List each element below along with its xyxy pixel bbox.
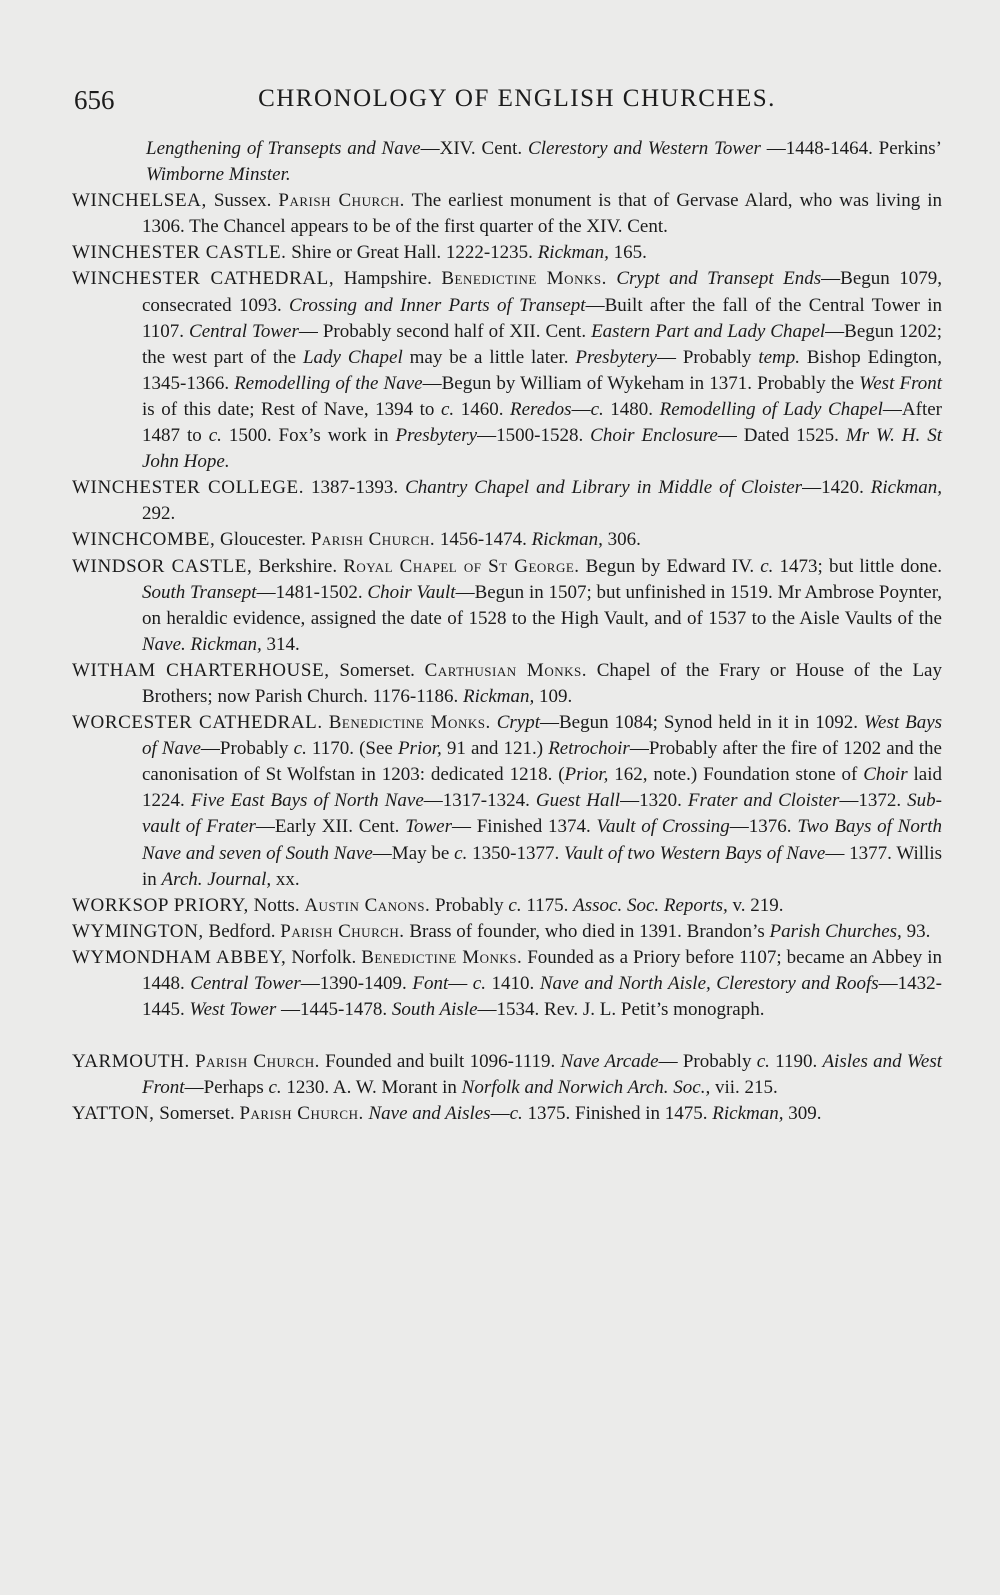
italic-text: Central Tower: [190, 973, 301, 994]
italic-text: c.: [472, 973, 486, 994]
entry-text: —: [490, 1103, 510, 1125]
italic-text: Lady Chapel: [302, 346, 403, 368]
italic-text: Font: [412, 973, 449, 994]
entry-text: —1372.: [839, 790, 908, 812]
entry-text: Gloucester.: [215, 529, 311, 551]
italic-text: Two Bays of North Nave and seven of South Nave: [142, 816, 943, 864]
entry-heading: WINCHESTER CATHEDRAL,: [72, 268, 335, 290]
entry-text: Chapel of the Frary or House of the Lay Brothers; now Parish Church. 1176-1186.: [142, 659, 942, 707]
italic-text: Parish Churches,: [769, 920, 902, 942]
italic-text: c.: [268, 1077, 282, 1099]
entry-heading: YATTON,: [72, 1103, 155, 1125]
italic-text: Remodelling of the Nave: [234, 372, 423, 394]
entry: [72, 1049, 942, 1101]
italic-text: West Bays of Nave: [142, 712, 943, 760]
italic-text: c.: [509, 1103, 523, 1125]
entry-text: 1456-1474.: [435, 529, 532, 551]
italic-text: Tower: [405, 816, 452, 838]
entry: [72, 893, 942, 919]
italic-text: Prior,: [397, 738, 442, 760]
entry-text: is of this date; Rest of Nave, 1394 to: [142, 398, 441, 420]
entry-text: — Probably: [658, 1051, 757, 1073]
entry-text: Sussex.: [206, 190, 279, 212]
italic-text: Clerestory and Western Tower: [528, 138, 761, 159]
entry-text: Shire or Great Hall. 1222-1235.: [286, 242, 538, 264]
italic-text: Retrochoir: [548, 738, 630, 760]
entry-text: —1481-1502.: [256, 581, 368, 603]
entry: [72, 527, 942, 553]
entry-text: Somerset.: [329, 659, 425, 681]
entry-text: Somerset.: [154, 1103, 240, 1125]
entry-text: 1387-1393.: [304, 477, 406, 499]
order-label: Parish Church.: [280, 920, 405, 942]
entry-text: 109.: [534, 685, 573, 707]
entry-text: 1170. (See: [306, 738, 398, 760]
entry-text: —1500-1528.: [477, 425, 591, 447]
entry-text: 1480.: [603, 398, 660, 420]
italic-text: Central Tower: [189, 320, 299, 342]
entry-text: 1460.: [454, 398, 510, 420]
entry-text: 292.: [142, 503, 176, 525]
running-header: [74, 85, 920, 125]
italic-text: Nave and North Aisle, Clerestory and Roofs: [539, 973, 879, 994]
italic-text: Choir Vault: [367, 581, 456, 603]
entry-list: [72, 136, 942, 1127]
italic-text: Mr W. H. St John Hope.: [142, 425, 942, 473]
entry-heading: WYMONDHAM ABBEY,: [72, 946, 287, 968]
entry-text: 1375. Finished in 1475.: [522, 1103, 713, 1125]
order-label: Royal Chapel of St George.: [343, 555, 580, 577]
italic-text: West Front: [859, 372, 943, 394]
entry-text: —1376.: [729, 816, 798, 838]
italic-text: Rickman,: [537, 242, 609, 264]
italic-text: Choir Enclosure: [590, 425, 718, 447]
italic-text: Eastern Part and Lady Chapel: [591, 320, 826, 342]
italic-text: Prior,: [564, 764, 609, 786]
italic-text: c.: [293, 738, 307, 760]
entry-text: 1473; but little done.: [773, 555, 942, 577]
entry-text: —1420.: [802, 477, 871, 499]
entry-text: —Early XII. Cent.: [255, 816, 406, 838]
italic-text: Reredos: [510, 398, 572, 420]
entry-heading: WINCHESTER CASTLE.: [72, 242, 287, 264]
entry-text: 1175.: [521, 894, 574, 916]
order-label: Parish Church.: [278, 190, 405, 212]
entry-text: 93.: [901, 920, 931, 942]
entry-heading: WORCESTER CATHEDRAL.: [72, 712, 323, 734]
order-label: Parish Church.: [310, 529, 436, 551]
entry-text: The earliest monument is that of Gervase Alard, who was living in 1306. The Chancel appears to be of the first quarter of the XIV. Cent.: [142, 190, 942, 238]
entry-text: —1448-1464. Perkins’: [760, 138, 942, 159]
entry: [72, 188, 942, 240]
order-label: Benedictine Monks.: [441, 268, 607, 290]
italic-text: c.: [440, 398, 455, 420]
entry: [72, 710, 942, 893]
italic-text: Assoc. Soc. Reports,: [573, 894, 728, 916]
entry-text: — 1377. Willis in: [142, 842, 943, 890]
italic-text: South Aisle: [391, 999, 478, 1021]
italic-text: Crossing and Inner Parts of Transept: [289, 294, 586, 316]
entry-text: —1432-1445.: [142, 973, 942, 1021]
entry-text: laid 1224.: [142, 764, 942, 812]
entry-text: may be a little later.: [402, 346, 576, 368]
order-label: Carthusian Monks.: [424, 659, 587, 681]
italic-text: Presbytery: [575, 346, 657, 368]
entry-text: 91 and 121.): [441, 738, 549, 760]
entry-text: —Begun 1079, consecrated 1093.: [142, 268, 942, 316]
italic-text: Vault of Crossing: [596, 816, 730, 838]
entry-text: —1390-1409.: [300, 973, 413, 994]
italic-text: c.: [760, 555, 774, 577]
italic-text: Rickman,: [463, 685, 535, 707]
entry: [72, 658, 942, 710]
entry-text: —Built after the fall of the Central Tower in 1107.: [142, 294, 942, 342]
italic-text: Remodelling of Lady Chapel: [659, 398, 883, 420]
italic-text: Nave.: [142, 633, 186, 655]
italic-text: Crypt and Transept Ends: [616, 268, 822, 290]
entry-text: —Perhaps: [184, 1077, 269, 1099]
italic-text: c.: [590, 398, 604, 420]
order-label: Parish Church.: [195, 1051, 320, 1073]
entry-text: 1500. Fox’s work in: [221, 425, 396, 447]
entry-text: —XIV. Cent.: [420, 138, 529, 159]
entry-text: —After 1487 to: [142, 398, 943, 447]
entry-text: —1317-1324.: [423, 790, 536, 812]
entry-text: vii. 215.: [710, 1077, 778, 1099]
entry-text: Founded as a Priory before 1107; became an Abbey in 1448.: [142, 946, 943, 994]
entry-text: — Probably second half of XII. Cent.: [298, 320, 592, 342]
italic-text: c.: [508, 894, 522, 916]
italic-text: South Transept: [142, 581, 257, 603]
entry-heading: WITHAM CHARTERHOUSE,: [72, 659, 330, 681]
entry-text: —: [571, 398, 591, 420]
entry-text: — Probably: [656, 346, 759, 368]
italic-text: Choir: [863, 764, 908, 786]
italic-text: Rickman,: [531, 529, 603, 551]
italic-text: Vault of two Western Bays of Nave: [564, 842, 826, 864]
entry-heading: WINDSOR CASTLE,: [72, 555, 253, 577]
entry-text: — Dated 1525.: [717, 425, 846, 447]
entry: [72, 475, 942, 527]
entry-text: v. 219.: [727, 894, 784, 916]
entry-text: 1230. A. W. Morant in: [281, 1077, 462, 1099]
page-number: 656: [74, 85, 115, 115]
entry-text: —Probably: [200, 738, 294, 760]
entry-text: —1320.: [620, 790, 688, 812]
entry-text: —Begun in 1507; but unfinished in 1519. Mr Ambrose Poynter, on heraldic evidence, assigned the date of 1528 to the High Vault, and of 1537 to the Aisle Vaults of the: [142, 581, 943, 629]
entry-text: — Finished 1374.: [451, 816, 597, 838]
italic-text: Crypt: [496, 712, 540, 734]
italic-text: Nave and Aisles: [368, 1103, 491, 1125]
entry-heading: WORKSOP PRIORY,: [72, 894, 249, 916]
entry-text: —Begun by William of Wykeham in 1371. Probably the: [422, 372, 860, 394]
entry: [72, 945, 942, 1023]
italic-text: Norfolk and Norwich Arch. Soc.,: [461, 1077, 711, 1099]
italic-text: Rickman,: [190, 633, 262, 655]
entry-text: 1350-1377.: [467, 842, 565, 864]
italic-text: c.: [454, 842, 468, 864]
entry-text: Probably: [430, 894, 509, 916]
entry-text: —Begun 1084; Synod held in it in 1092.: [540, 712, 864, 734]
entry-heading: WYMINGTON,: [72, 920, 204, 942]
continued-entry: [72, 136, 942, 188]
italic-text: c.: [208, 425, 222, 447]
italic-text: Presbytery: [395, 425, 478, 447]
italic-text: West Tower: [189, 999, 277, 1021]
entry-text: Begun by Edward IV.: [579, 555, 761, 577]
entry: [72, 1101, 942, 1127]
entry-text: Berkshire.: [252, 555, 344, 577]
italic-text: Five East Bays of North Nave: [190, 790, 424, 812]
italic-text: Wimborne Minster.: [146, 164, 291, 186]
entry: [72, 919, 942, 945]
entry-text: Bishop Edington, 1345-1366.: [142, 346, 943, 394]
italic-text: temp.: [758, 346, 800, 368]
entry-text: 1410.: [485, 973, 540, 994]
entry-text: Bedford.: [203, 920, 281, 942]
entry-text: Founded and built 1096-1119.: [319, 1051, 561, 1073]
entry-text: 314.: [261, 633, 300, 655]
italic-text: Aisles and West Front: [142, 1051, 943, 1099]
entry-text: Brass of founder, who died in 1391. Brandon’s: [404, 920, 770, 942]
entry-text: —1534. Rev. J. L. Petit’s monograph.: [477, 999, 765, 1021]
entry-heading: WINCHELSEA,: [72, 190, 207, 212]
italic-text: Chantry Chapel and Library in Middle of Cloister: [405, 477, 803, 499]
entry-text: —1445-1478.: [276, 999, 392, 1021]
entry-text: —Probably after the fire of 1202 and the canonisation of St Wolfstan in 1203: dedicated 1218. (: [142, 738, 942, 786]
running-title: CHRONOLOGY OF ENGLISH CHURCHES.: [258, 85, 776, 112]
order-label: Parish Church.: [239, 1103, 364, 1125]
entry-text: —May be: [372, 842, 455, 864]
italic-text: Guest Hall: [535, 790, 621, 812]
italic-text: Nave Arcade: [560, 1051, 659, 1073]
entry-heading: YARMOUTH.: [72, 1051, 190, 1073]
entry-heading: WINCHESTER COLLEGE.: [72, 477, 305, 499]
entry-text: Notts.: [248, 894, 305, 916]
italic-text: Rickman,: [712, 1103, 784, 1125]
order-label: Benedictine Monks.: [328, 712, 491, 734]
entry-text: 306.: [602, 529, 641, 551]
italic-text: c.: [756, 1051, 770, 1073]
italic-text: Rickman,: [870, 477, 942, 499]
entry-text: [607, 268, 617, 289]
italic-text: Arch. Journal,: [161, 868, 272, 890]
order-label: Benedictine Monks.: [361, 946, 523, 968]
italic-text: Sub-vault of Frater: [142, 790, 942, 838]
italic-text: Lengthening of Transepts and Nave: [146, 138, 421, 159]
entry-text: —: [448, 973, 473, 994]
entry-text: Norfolk.: [286, 946, 362, 968]
italic-text: Frater and Cloister: [687, 790, 840, 812]
entry-text: —Begun 1202; the west part of the: [142, 320, 943, 368]
entry-text: 162, note.) Foundation stone of: [608, 764, 864, 786]
entry-heading: WINCHCOMBE,: [72, 529, 216, 551]
entry-text: 309.: [783, 1103, 822, 1125]
entry: [72, 554, 942, 658]
entry-text: 165.: [608, 242, 647, 264]
entry-text: Hampshire.: [334, 268, 442, 290]
entry: [72, 266, 942, 475]
entry-text: 1190.: [769, 1051, 823, 1073]
entry-text: xx.: [271, 868, 300, 890]
order-label: Austin Canons.: [304, 894, 431, 916]
entry: [72, 240, 942, 266]
